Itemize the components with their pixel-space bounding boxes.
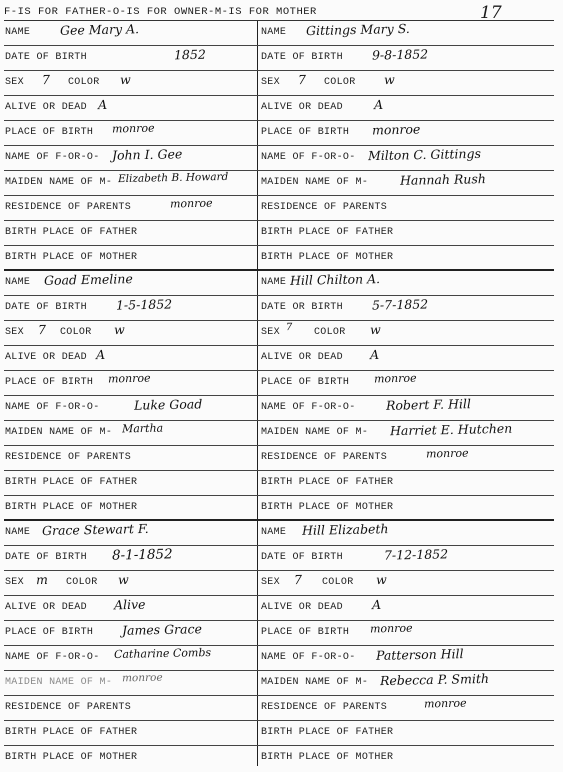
row-birth-place-of-father [4,721,554,746]
record-mother: Martha [121,421,164,436]
record-place-of-birth: monroe [107,371,151,386]
record-birth-place-father-cell [260,221,554,245]
record-father: Patterson Hill [375,646,464,663]
birth-place-of-mother-label: BIRTH PLACE OF MOTHER [261,252,394,263]
record-alive: A [95,346,106,363]
birth-place-of-father-label: BIRTH PLACE OF FATHER [5,227,138,238]
row-residence-of-parents [4,696,554,721]
dob-label: DATE OF BIRTH [5,302,87,313]
name-label: NAME [261,527,287,538]
record-name-cell [4,21,254,45]
row-father-or-owner [4,646,554,671]
maiden-name-label: MAIDEN NAME OF M- [261,677,369,688]
color-label: COLOR [60,327,92,338]
record-residence-cell [4,196,254,220]
father-or-owner-label: NAME OF F-OR-O- [261,652,356,663]
record-father-cell [4,146,254,170]
record-name: Goad Emeline [43,271,133,288]
place-of-birth-label: PLACE OF BIRTH [261,377,350,388]
record-place-of-birth: monroe [369,621,413,636]
record-mother-cell [260,171,554,195]
row-father-or-owner [4,396,554,421]
row-place-of-birth [4,621,554,646]
birth-place-of-mother-label: BIRTH PLACE OF MOTHER [5,752,138,763]
alive-or-dead-label: ALIVE OR DEAD [5,102,87,113]
residence-label: RESIDENCE OF PARENTS [5,202,132,213]
sex-label: SEX [261,77,280,88]
birth-place-of-father-label: BIRTH PLACE OF FATHER [5,477,138,488]
record-residence-cell [260,696,554,720]
record-mother: Rebecca P. Smith [379,671,490,689]
record-color: w [369,321,381,338]
dob-label: DATE OR BIRTH [261,302,343,313]
record-color: w [117,571,129,588]
record-place-of-birth-cell [4,371,254,395]
father-or-owner-label: NAME OF F-OR-O- [5,652,100,663]
color-label: COLOR [66,577,98,588]
record-sex-color-cell [260,571,554,595]
place-of-birth-label: PLACE OF BIRTH [261,127,350,138]
row-birth-place-of-mother [4,746,554,771]
father-or-owner-label: NAME OF F-OR-O- [5,152,100,163]
sex-label: SEX [261,327,280,338]
row-sex-color [4,71,554,96]
record-color: w [113,321,125,338]
record-place-of-birth-cell [260,621,554,645]
record-dob-cell [4,546,254,570]
record-place-of-birth: monroe [373,371,417,386]
record-color: w [119,71,131,88]
record-father: Catharine Combs [113,646,212,662]
record-father-cell [4,396,254,420]
record-dob: 9-8-1852 [371,46,429,63]
record-birth-place-father-cell [4,221,254,245]
record-residence-cell [260,446,554,470]
birth-place-of-father-label: BIRTH PLACE OF FATHER [261,477,394,488]
record-mother-cell [260,671,554,695]
birth-place-of-mother-label: BIRTH PLACE OF MOTHER [261,752,394,763]
record-name: Hill Elizabeth [301,521,389,538]
record-sex: 7 [41,71,51,88]
record-birth-place-mother-cell [260,746,554,770]
record-sex: 7 [285,321,293,334]
alive-or-dead-label: ALIVE OR DEAD [261,352,343,363]
birth-place-of-father-label: BIRTH PLACE OF FATHER [261,727,394,738]
name-label: NAME [5,277,31,288]
father-or-owner-label: NAME OF F-OR-O- [261,152,356,163]
name-label: NAME [5,527,31,538]
residence-label: RESIDENCE OF PARENTS [261,452,388,463]
record-father-cell [4,646,254,670]
record-name: Hill Chilton A. [289,271,381,288]
row-alive-or-dead [4,96,554,121]
record-alive-cell [260,596,554,620]
maiden-name-label: MAIDEN NAME OF M- [5,177,113,188]
dob-label: DATE OF BIRTH [5,552,87,563]
maiden-name-label: MAIDEN NAME OF M- [5,677,113,688]
row-birth-place-of-mother [4,496,554,521]
row-place-of-birth [4,371,554,396]
record-father-cell [260,396,554,420]
record-father: Robert F. Hill [385,396,472,413]
row-maiden-name-of-mother [4,421,554,446]
record-father: Milton C. Gittings [367,146,482,164]
place-of-birth-label: PLACE OF BIRTH [5,627,94,638]
record-name-cell [260,21,554,45]
dob-label: DATE OF BIRTH [261,52,343,63]
register-grid [4,20,554,766]
record-residence-cell [260,196,554,220]
record-birth-place-mother-cell [4,246,254,270]
record-mother-cell [260,421,554,445]
maiden-name-label: MAIDEN NAME OF M- [261,427,369,438]
row-residence-of-parents [4,196,554,221]
record-residence: monroe [423,696,467,711]
record-place-of-birth: monroe [111,121,155,136]
birth-place-of-mother-label: BIRTH PLACE OF MOTHER [261,502,394,513]
record-birth-place-mother-cell [4,746,254,770]
record-mother-cell [4,421,254,445]
record-color: w [375,571,387,588]
record-name-cell [260,271,554,295]
record-sex-color-cell [260,71,554,95]
record-father: Luke Goad [133,396,203,413]
place-of-birth-label: PLACE OF BIRTH [5,127,94,138]
name-label: NAME [5,27,31,38]
record-dob: 7-12-1852 [383,546,449,563]
record-name: Grace Stewart F. [41,521,149,539]
record-birth-place-father-cell [4,471,254,495]
record-birth-place-father-cell [4,721,254,745]
place-of-birth-label: PLACE OF BIRTH [261,627,350,638]
record-residence-cell [4,446,254,470]
record-mother-cell [4,671,254,695]
record-residence-cell [4,696,254,720]
color-label: COLOR [324,77,356,88]
form-legend: F-IS FOR FATHER-O-IS FOR OWNER-M-IS FOR MOTHER [4,6,317,18]
record-father-cell [260,146,554,170]
record-sex-color-cell [4,321,254,345]
alive-or-dead-label: ALIVE OR DEAD [5,602,87,613]
row-name [4,21,554,46]
row-birth-place-of-father [4,221,554,246]
record-name: Gittings Mary S. [305,21,410,39]
record-color: w [383,71,395,88]
row-date-of-birth [4,46,554,71]
place-of-birth-label: PLACE OF BIRTH [5,377,94,388]
record-birth-place-mother-cell [260,246,554,270]
record-mother: Harriet E. Hutchen [389,421,513,439]
name-label: NAME [261,277,287,288]
sex-label: SEX [5,577,24,588]
row-alive-or-dead [4,596,554,621]
dob-label: DATE OF BIRTH [261,552,343,563]
row-date-of-birth [4,546,554,571]
residence-label: RESIDENCE OF PARENTS [5,452,132,463]
record-name-cell [4,271,254,295]
maiden-name-label: MAIDEN NAME OF M- [5,427,113,438]
birth-place-of-mother-label: BIRTH PLACE OF MOTHER [5,252,138,263]
record-sex-color-cell [260,321,554,345]
record-residence: monroe [169,196,213,211]
alive-or-dead-label: ALIVE OR DEAD [261,102,343,113]
color-label: COLOR [314,327,346,338]
sex-label: SEX [261,577,280,588]
residence-label: RESIDENCE OF PARENTS [261,702,388,713]
dob-label: DATE OF BIRTH [5,52,87,63]
record-sex: m [35,571,49,588]
record-name: Gee Mary A. [59,21,140,38]
record-place-of-birth-cell [4,621,254,645]
birth-place-of-father-label: BIRTH PLACE OF FATHER [261,227,394,238]
record-place-of-birth: monroe [371,121,421,138]
residence-label: RESIDENCE OF PARENTS [261,202,388,213]
row-sex-color [4,321,554,346]
color-label: COLOR [68,77,100,88]
alive-or-dead-label: ALIVE OR DEAD [5,352,87,363]
record-alive-cell [260,96,554,120]
record-place-of-birth-cell [260,371,554,395]
record-birth-place-father-cell [260,471,554,495]
record-birth-place-mother-cell [4,496,254,520]
record-alive: Alive [113,596,146,613]
sex-label: SEX [5,327,24,338]
row-name [4,521,554,546]
record-mother-cell [4,171,254,195]
row-alive-or-dead [4,346,554,371]
father-or-owner-label: NAME OF F-OR-O- [5,402,100,413]
record-sex-color-cell [4,71,254,95]
record-alive: A [371,596,382,613]
row-maiden-name-of-mother [4,171,554,196]
alive-or-dead-label: ALIVE OR DEAD [261,602,343,613]
record-place-of-birth-cell [4,121,254,145]
record-place-of-birth-cell [260,121,554,145]
record-name-cell [260,521,554,545]
record-dob-cell [4,296,254,320]
row-father-or-owner [4,146,554,171]
record-alive-cell [260,346,554,370]
record-dob: 1-5-1852 [115,296,173,313]
record-birth-place-father-cell [260,721,554,745]
row-date-of-birth [4,296,554,321]
record-sex: 7 [293,571,303,588]
color-label: COLOR [322,577,354,588]
record-dob-cell [260,546,554,570]
record-sex: 7 [37,321,47,338]
residence-label: RESIDENCE OF PARENTS [5,702,132,713]
record-dob: 5-7-1852 [371,296,429,313]
record-alive-cell [4,346,254,370]
birth-place-of-mother-label: BIRTH PLACE OF MOTHER [5,502,138,513]
record-dob-cell [4,46,254,70]
maiden-name-label: MAIDEN NAME OF M- [261,177,369,188]
father-or-owner-label: NAME OF F-OR-O- [261,402,356,413]
record-mother: Elizabeth B. Howard [117,171,229,186]
record-alive: A [369,346,380,363]
record-mother: Hannah Rush [399,171,487,188]
sex-label: SEX [5,77,24,88]
record-alive-cell [4,96,254,120]
row-name [4,271,554,296]
record-name-cell [4,521,254,545]
row-place-of-birth [4,121,554,146]
row-birth-place-of-father [4,471,554,496]
record-dob-cell [260,296,554,320]
record-mother: monroe [121,671,163,685]
record-father: John I. Gee [111,146,183,163]
record-dob-cell [260,46,554,70]
row-residence-of-parents [4,446,554,471]
record-sex: 7 [297,71,307,88]
record-place-of-birth: James Grace [121,621,203,638]
page-number: 17 [480,3,502,23]
record-sex-color-cell [4,571,254,595]
record-alive: A [373,96,384,113]
record-birth-place-mother-cell [260,496,554,520]
record-dob: 8-1-1852 [111,546,173,564]
record-dob: 1852 [173,46,206,63]
record-alive: A [97,96,108,113]
row-sex-color [4,571,554,596]
record-alive-cell [4,596,254,620]
name-label: NAME [261,27,287,38]
row-maiden-name-of-mother [4,671,554,696]
record-residence: monroe [425,446,469,461]
birth-place-of-father-label: BIRTH PLACE OF FATHER [5,727,138,738]
record-father-cell [260,646,554,670]
row-birth-place-of-mother [4,246,554,271]
